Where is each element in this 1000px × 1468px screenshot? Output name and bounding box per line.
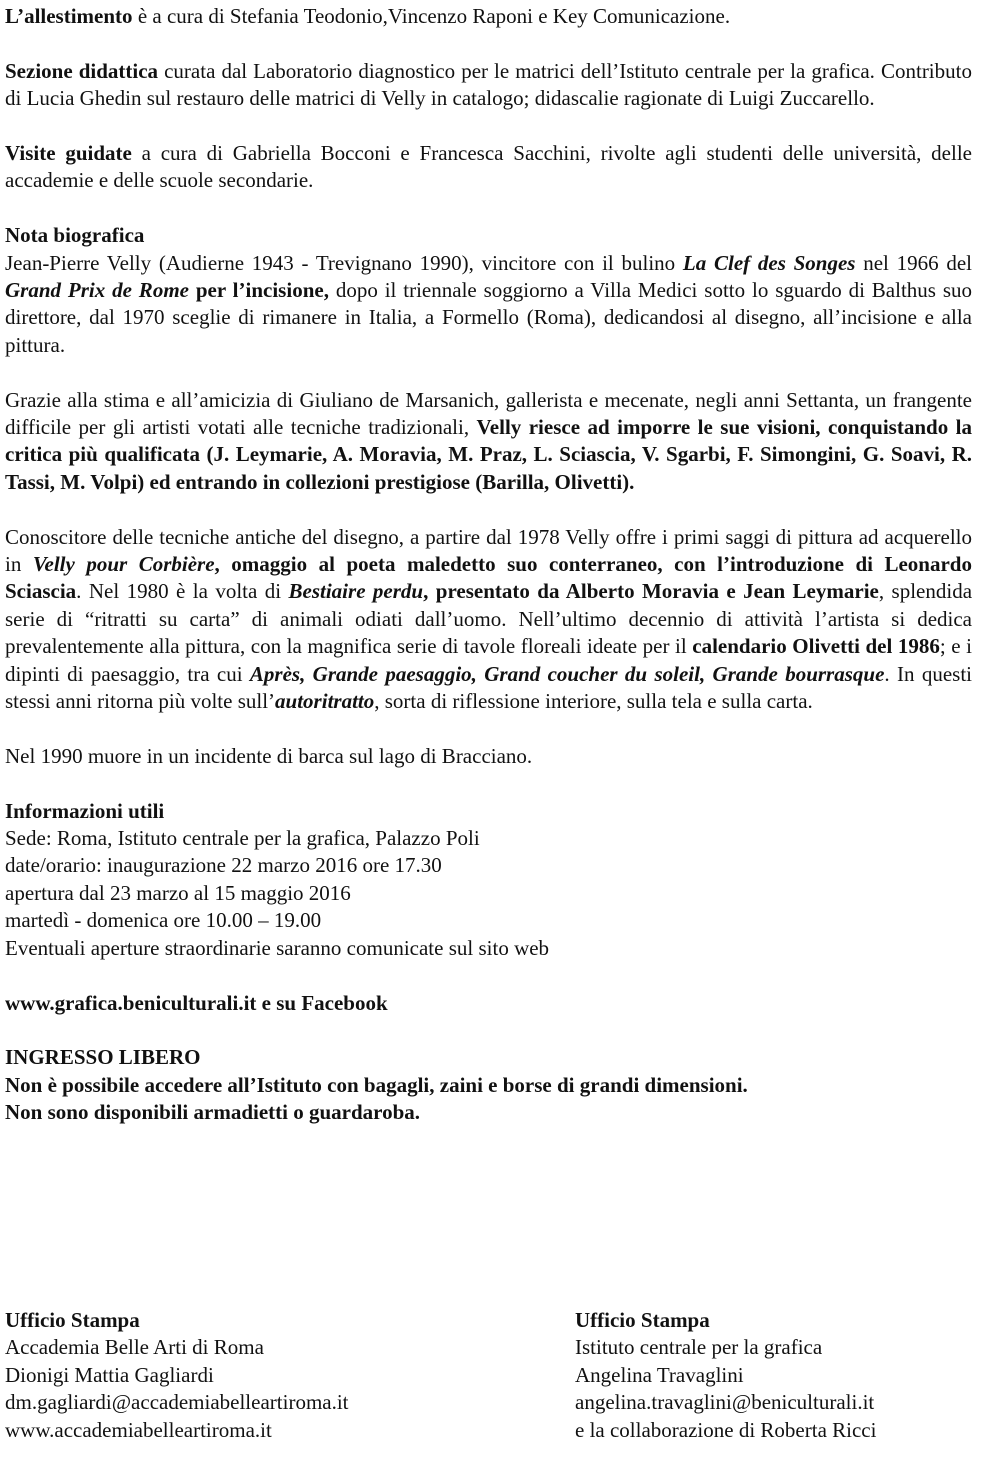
titles-paesaggi: Après, Grande paesaggio, Grand coucher du soleil, Grande bourrasque	[249, 661, 885, 686]
bio-paragraph-1: Jean-Pierre Velly (Audierne 1943 - Trevignano 1990), vincitore con il bulino La Clef des Songes nel 1966 del Grand Prix de Rome per l’incisione, dopo il triennale soggiorno a Villa Medici sotto lo sguardo di Balthus suo direttore, dal 1970 sceglie di rimanere in Italia, a Formello (Roma), dedicandosi al disegno, all’incisione e alla pittura.	[5, 250, 973, 357]
bio-paragraph-3: Conoscitore delle tecniche antiche del disegno, a partire dal 1978 Velly offre i primi saggi di pittura ad acquerello in Velly pour Corbière, omaggio al poeta maledetto suo conterraneo, con l’introduzione di Leonardo Sciascia. Nel 1980 è la volta di Bestiaire perdu, presentato da Alberto Moravia e Jean Leymarie, splendida serie di “ritratti su carta” di animali odiati dall’uomo. Nell’ultimo decennio di attività l’artista si dedica prevalentemente alla pittura, con la magnifica serie di tavole floreali ideate per il calendario Olivetti del 1986; e i dipinti di paesaggio, tra cui Après, Grande paesaggio, Grand coucher du soleil, Grande bourrasque. In questi stessi anni ritorna più volte sull’autoritratto, sorta di riflessione interiore, sulla tela e sulla carta.	[5, 524, 973, 714]
armadietti-notice: Non sono disponibili armadietti o guardaroba.	[5, 1100, 421, 1125]
press-contact-title: Ufficio Stampa	[5, 1308, 140, 1332]
info-eventuali-aperture: Eventuali aperture straordinarie saranno comunicate sul sito web	[5, 935, 550, 960]
press-contact-email: dm.gagliardi@accademiabelleartiroma.it	[5, 1390, 349, 1415]
press-contact-org: Accademia Belle Arti di Roma	[5, 1335, 264, 1360]
info-date-orario: date/orario: inaugurazione 22 marzo 2016 ore 17.30	[5, 853, 442, 878]
document-body	[5, 3, 972, 1127]
info-apertura: apertura dal 23 marzo al 15 maggio 2016	[5, 880, 351, 905]
sezione-didattica-label: Sezione didattica	[5, 58, 159, 83]
press-contact-site: www.accademiabelleartiroma.it	[5, 1417, 272, 1442]
visite-guidate-text: a cura di Gabriella Bocconi e Francesca Sacchini, rivolte agli studenti delle università, delle accademie e delle scuole secondarie.	[5, 141, 972, 193]
press-contact-title: Ufficio Stampa	[575, 1308, 710, 1332]
bio-paragraph-2: Grazie alla stima e all’amicizia di Giuliano de Marsanich, gallerista e mecenate, negli anni Settanta, un frangente difficile per gli artisti votati alle tecniche tradizionali, Velly riesce ad imporre le sue visioni, conquistando la critica più qualificata (J. Leymarie, A. Moravia, M. Praz, L. Sciascia, V. Sgarbi, F. Simongini, G. Soavi, R. Tassi, M. Volpi) ed entrando in collezioni prestigiose (Barilla, Olivetti).	[5, 387, 972, 494]
bagagli-notice: Non è possibile accedere all’Istituto con bagagli, zaini e borse di grandi dimensioni.	[5, 1072, 748, 1097]
allestimento-text: è a cura di Stefania Teodonio,Vincenzo Raponi e Key Comunicazione.	[132, 4, 731, 28]
title-autoritratto: autoritratto	[275, 689, 375, 714]
press-contact-email: angelina.travaglini@beniculturali.it	[575, 1390, 875, 1415]
bio-paragraph-2-bold: Velly riesce ad imporre le sue visioni, conquistando la critica più qualificata (J. Leymarie, A. Moravia, M. Praz, L. Sciascia, V. Sgarbi, F. Simongini, G. Soavi, R. Tassi, M. Volpi) ed entrando in collezioni prestigiose (Barilla, Olivetti).	[5, 415, 972, 494]
title-bestiaire-perdu: Bestiaire perdu	[288, 579, 424, 604]
nota-biografica-heading: Nota biografica	[5, 223, 145, 248]
press-contact-name: Dionigi Mattia Gagliardi	[5, 1362, 214, 1387]
visite-guidate-label: Visite guidate	[5, 141, 132, 165]
press-contact-istituto	[575, 1307, 876, 1444]
visite-guidate-paragraph	[5, 140, 972, 195]
bio-paragraph-4: Nel 1990 muore in un incidente di barca sul lago di Bracciano.	[5, 743, 533, 768]
sezione-didattica-text: curata dal Laboratorio diagnostico per le matrici dell’Istituto centrale per la grafica. Contributo di Lucia Ghedin sul restauro delle matrici di Velly in catalogo; didascalie ragionate di Luigi Zuccarello.	[5, 58, 972, 111]
informazioni-utili-heading: Informazioni utili	[5, 798, 165, 823]
calendario-olivetti: calendario Olivetti del 1986	[692, 634, 940, 659]
info-orari: martedì - domenica ore 10.00 – 19.00	[5, 908, 322, 933]
allestimento-paragraph	[5, 3, 972, 30]
allestimento-label: L’allestimento	[5, 4, 133, 28]
info-sede: Sede: Roma, Istituto centrale per la grafica, Palazzo Poli	[5, 826, 480, 851]
title-velly-pour-corbiere: Velly pour Corbière	[32, 552, 215, 577]
website-line: www.grafica.beniculturali.it e su Facebook	[5, 990, 388, 1015]
title-grand-prix-de-rome: Grand Prix de Rome	[5, 278, 189, 303]
press-contact-accademia	[5, 1307, 349, 1444]
press-contact-org: Istituto centrale per la grafica	[575, 1335, 823, 1360]
press-contact-collaboration: e la collaborazione di Roberta Ricci	[575, 1417, 877, 1442]
ingresso-libero: INGRESSO LIBERO	[5, 1045, 201, 1070]
press-contact-name: Angelina Travaglini	[575, 1362, 744, 1387]
title-la-clef-des-songes: La Clef des Songes	[682, 250, 856, 275]
sezione-didattica-paragraph	[5, 58, 972, 113]
